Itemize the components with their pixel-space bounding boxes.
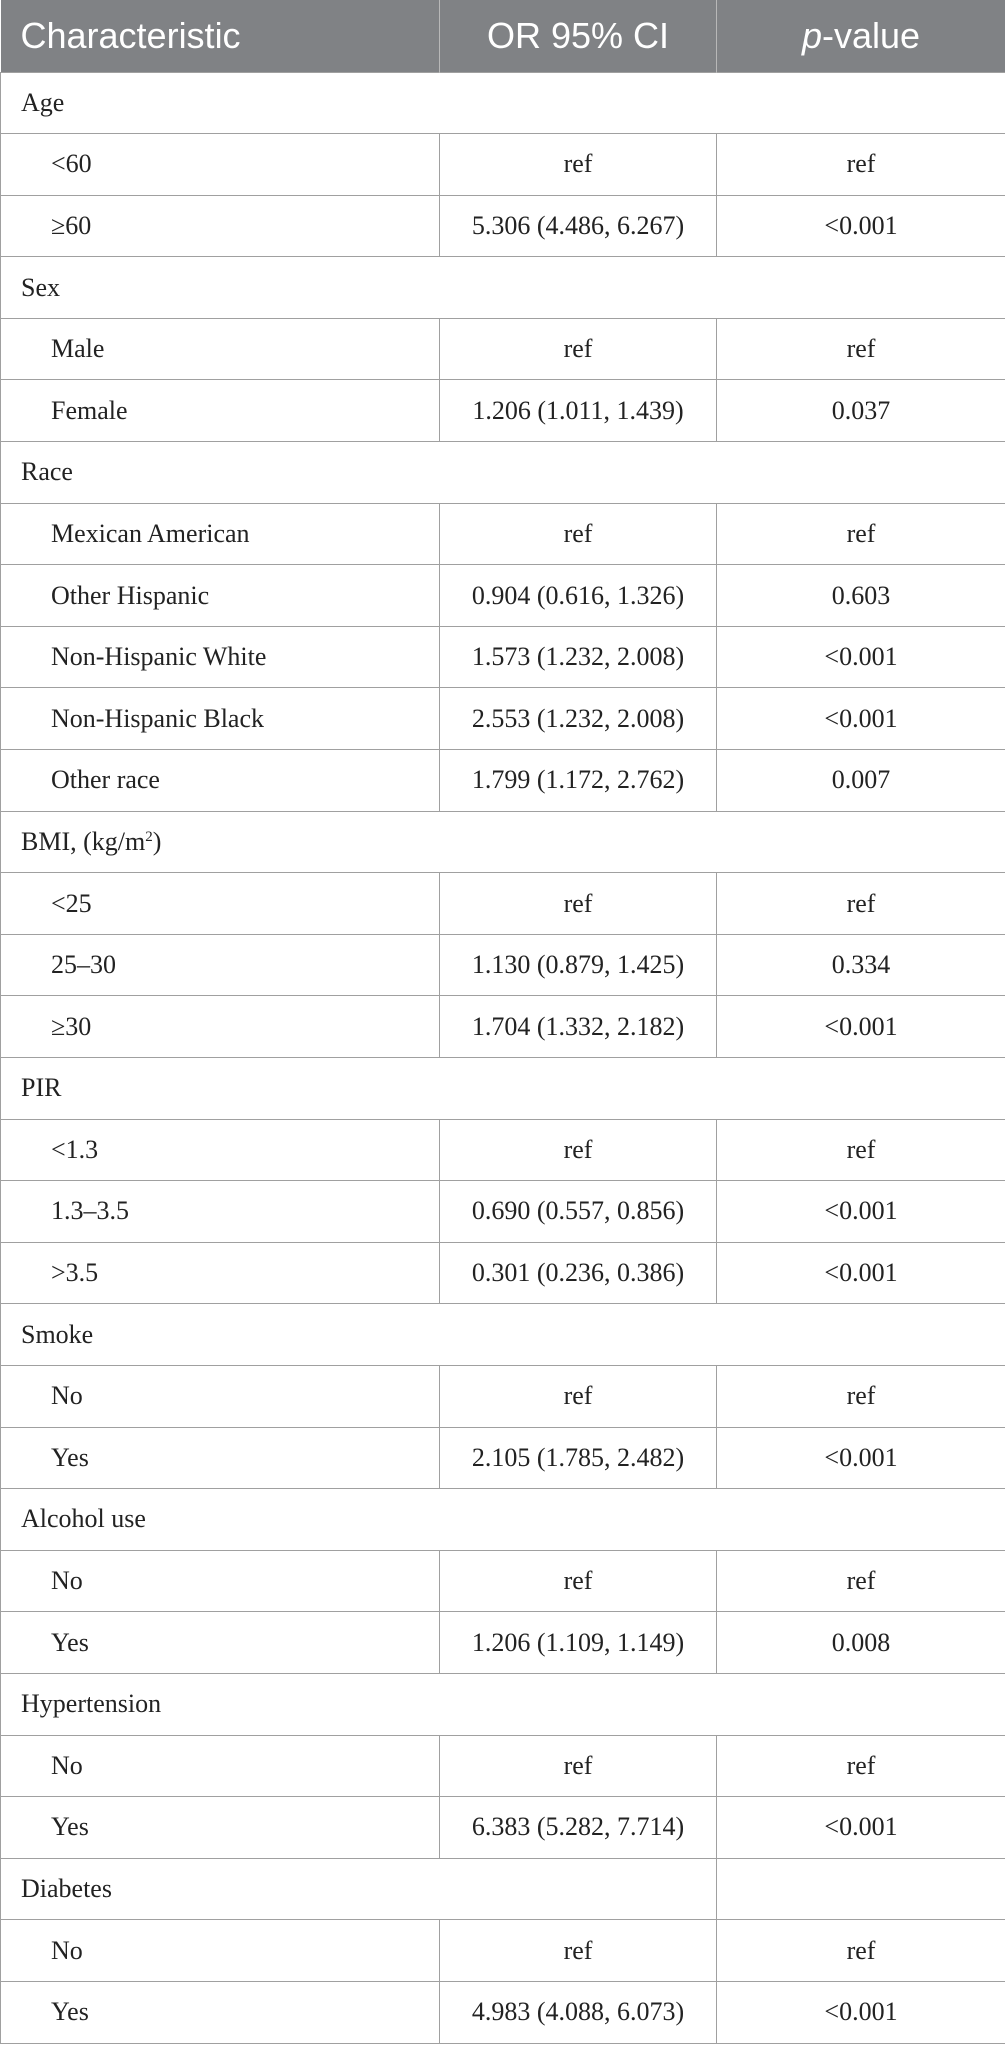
group-label <box>1 1058 1005 1120</box>
table-row <box>1 1365 1005 1427</box>
group-label-superscript: 2 <box>145 828 153 845</box>
table-row <box>1 1612 1005 1674</box>
table-row <box>1 873 1005 935</box>
characteristic-cell: ≥60 <box>1 195 440 257</box>
p-value-cell: <0.001 <box>717 626 1005 688</box>
characteristic-cell: No <box>1 1550 440 1612</box>
p-value-cell: ref <box>717 1119 1005 1181</box>
or-ci-cell: ref <box>440 134 717 196</box>
characteristic-cell: Yes <box>1 1612 440 1674</box>
group-label-text: BMI, (kg/m <box>21 826 146 856</box>
characteristic-cell: Male <box>1 318 440 380</box>
p-value-cell: ref <box>717 1920 1005 1982</box>
or-ci-cell: ref <box>440 1550 717 1612</box>
header-or-ci: OR 95% CI <box>440 0 717 72</box>
table-row <box>1 1735 1005 1797</box>
p-value-cell: 0.603 <box>717 565 1005 627</box>
or-ci-cell: ref <box>440 503 717 565</box>
characteristic-cell: Yes <box>1 1797 440 1859</box>
table-row <box>1 565 1005 627</box>
table-row <box>1 688 1005 750</box>
table-row <box>1 996 1005 1058</box>
p-value-cell: <0.001 <box>717 1242 1005 1304</box>
header-characteristic: Characteristic <box>1 0 440 72</box>
group-row <box>1 811 1005 873</box>
group-row <box>1 1058 1005 1120</box>
or-ci-cell: 2.105 (1.785, 2.482) <box>440 1427 717 1489</box>
group-row <box>1 257 1005 319</box>
p-value-cell: <0.001 <box>717 1181 1005 1243</box>
table-row <box>1 626 1005 688</box>
group-label-text: Alcohol use <box>21 1504 146 1534</box>
header-row <box>1 0 1005 72</box>
characteristic-cell: Female <box>1 380 440 442</box>
or-ci-cell: 1.704 (1.332, 2.182) <box>440 996 717 1058</box>
table-row <box>1 750 1005 812</box>
characteristic-cell: <25 <box>1 873 440 935</box>
table-row <box>1 934 1005 996</box>
group-label-text: Race <box>21 457 73 487</box>
group-row <box>1 1858 1005 1920</box>
characteristic-cell: 25–30 <box>1 934 440 996</box>
group-row <box>1 72 1005 134</box>
p-value-cell: 0.007 <box>717 750 1005 812</box>
or-ci-cell: ref <box>440 1119 717 1181</box>
p-value-cell: ref <box>717 1735 1005 1797</box>
or-ci-cell: ref <box>440 1365 717 1427</box>
p-value-cell: <0.001 <box>717 1427 1005 1489</box>
p-value-cell: <0.001 <box>717 996 1005 1058</box>
group-label <box>1 257 1005 319</box>
header-p-italic: p <box>801 14 822 56</box>
table-row <box>1 195 1005 257</box>
or-ci-cell: ref <box>440 1920 717 1982</box>
or-ci-cell: ref <box>440 873 717 935</box>
or-ci-cell: 0.904 (0.616, 1.326) <box>440 565 717 627</box>
p-value-cell: ref <box>717 318 1005 380</box>
table-row <box>1 1242 1005 1304</box>
p-value-cell: <0.001 <box>717 1981 1005 2043</box>
p-value-cell: <0.001 <box>717 1797 1005 1859</box>
group-label-text: Smoke <box>21 1319 94 1349</box>
group-label-text: PIR <box>21 1073 62 1103</box>
characteristic-cell: ≥30 <box>1 996 440 1058</box>
group-row <box>1 1673 1005 1735</box>
group-label <box>1 442 1005 504</box>
characteristic-cell: Yes <box>1 1427 440 1489</box>
characteristic-cell: Non-Hispanic Black <box>1 688 440 750</box>
or-ci-cell: 1.573 (1.232, 2.008) <box>440 626 717 688</box>
group-label <box>1 1673 1005 1735</box>
or-ci-cell: 6.383 (5.282, 7.714) <box>440 1797 717 1859</box>
table-row <box>1 1981 1005 2043</box>
table-row <box>1 1181 1005 1243</box>
p-value-cell: ref <box>717 1365 1005 1427</box>
p-value-cell: 0.008 <box>717 1612 1005 1674</box>
characteristic-cell: Mexican American <box>1 503 440 565</box>
header-p-rest: -value <box>821 14 921 56</box>
or-ci-cell: 0.690 (0.557, 0.856) <box>440 1181 717 1243</box>
group-row <box>1 1489 1005 1551</box>
group-label-suffix: ) <box>152 826 162 856</box>
or-ci-cell: 5.306 (4.486, 6.267) <box>440 195 717 257</box>
group-label <box>1 1304 1005 1366</box>
table-row <box>1 1119 1005 1181</box>
table-row <box>1 380 1005 442</box>
group-label-text: Age <box>21 87 65 117</box>
group-row <box>1 1304 1005 1366</box>
table-row <box>1 134 1005 196</box>
p-value-cell: ref <box>717 1550 1005 1612</box>
characteristic-cell: No <box>1 1735 440 1797</box>
characteristic-cell: 1.3–3.5 <box>1 1181 440 1243</box>
or-ci-cell: 1.130 (0.879, 1.425) <box>440 934 717 996</box>
group-label <box>1 811 1005 873</box>
characteristic-cell: >3.5 <box>1 1242 440 1304</box>
or-ci-cell: ref <box>440 318 717 380</box>
group-label <box>1 1489 1005 1551</box>
group-label-text: Diabetes <box>21 1874 112 1904</box>
characteristic-cell: Yes <box>1 1981 440 2043</box>
or-ci-cell: 4.983 (4.088, 6.073) <box>440 1981 717 2043</box>
group-label-text: Hypertension <box>21 1689 162 1719</box>
or-ci-cell: 1.206 (1.109, 1.149) <box>440 1612 717 1674</box>
p-value-cell: ref <box>717 503 1005 565</box>
p-value-cell: ref <box>717 873 1005 935</box>
or-ci-cell: 0.301 (0.236, 0.386) <box>440 1242 717 1304</box>
characteristic-cell: <60 <box>1 134 440 196</box>
characteristic-cell: Other race <box>1 750 440 812</box>
or-ci-cell: 1.206 (1.011, 1.439) <box>440 380 717 442</box>
characteristic-cell: <1.3 <box>1 1119 440 1181</box>
p-value-cell: ref <box>717 134 1005 196</box>
group-row <box>1 442 1005 504</box>
table-row <box>1 1920 1005 1982</box>
table-row <box>1 1797 1005 1859</box>
characteristic-cell: No <box>1 1365 440 1427</box>
or-ci-cell: 1.799 (1.172, 2.762) <box>440 750 717 812</box>
p-value-cell: <0.001 <box>717 688 1005 750</box>
p-value-cell: <0.001 <box>717 195 1005 257</box>
table-row <box>1 1427 1005 1489</box>
p-value-cell: 0.334 <box>717 934 1005 996</box>
table-row <box>1 503 1005 565</box>
or-ci-cell: 2.553 (1.232, 2.008) <box>440 688 717 750</box>
table-row <box>1 1550 1005 1612</box>
characteristic-cell: Other Hispanic <box>1 565 440 627</box>
group-label <box>1 1858 717 1920</box>
header-p-value <box>717 0 1005 72</box>
characteristic-cell: No <box>1 1920 440 1982</box>
p-value-cell: 0.037 <box>717 380 1005 442</box>
group-label <box>1 72 1005 134</box>
characteristic-cell: Non-Hispanic White <box>1 626 440 688</box>
group-label-text: Sex <box>21 272 60 302</box>
table-row <box>1 318 1005 380</box>
empty-cell <box>717 1858 1005 1920</box>
or-ci-cell: ref <box>440 1735 717 1797</box>
